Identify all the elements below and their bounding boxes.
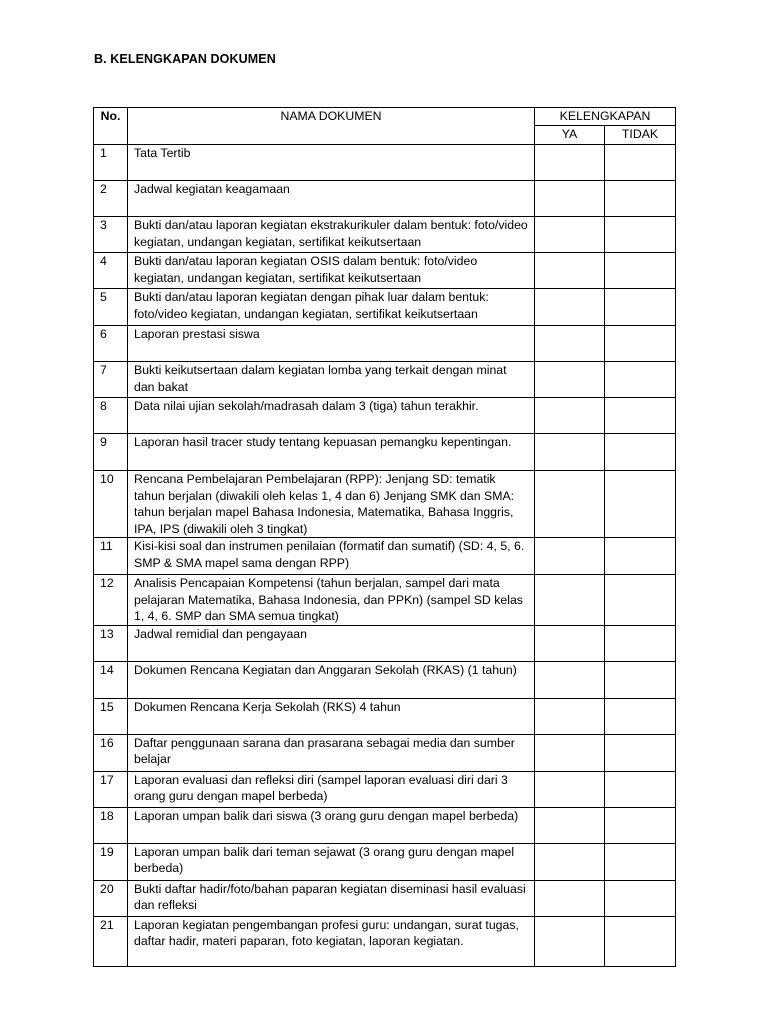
document-name: Laporan prestasi siswa — [128, 326, 535, 362]
tidak-checkbox-cell[interactable] — [605, 575, 676, 626]
table-row — [94, 661, 676, 698]
document-name: Bukti dan/atau laporan kegiatan ekstrakurikuler dalam bentuk: foto/video kegiatan, undangan kegiatan, sertifikat keikutsertaan — [128, 217, 535, 253]
ya-checkbox-cell[interactable] — [535, 326, 605, 362]
table-row — [94, 771, 676, 807]
tidak-checkbox-cell[interactable] — [605, 181, 676, 217]
table-row — [94, 538, 676, 575]
table-row — [94, 253, 676, 289]
tidak-checkbox-cell[interactable] — [605, 807, 676, 843]
row-number: 11 — [94, 538, 128, 575]
row-number: 12 — [94, 575, 128, 626]
tidak-checkbox-cell[interactable] — [605, 843, 676, 880]
tidak-checkbox-cell[interactable] — [605, 145, 676, 181]
tidak-checkbox-cell[interactable] — [605, 362, 676, 398]
ya-checkbox-cell[interactable] — [535, 434, 605, 471]
ya-checkbox-cell[interactable] — [535, 253, 605, 289]
tidak-checkbox-cell[interactable] — [605, 538, 676, 575]
document-name: Laporan umpan balik dari teman sejawat (3 orang guru dengan mapel berbeda) — [128, 843, 535, 880]
row-number: 4 — [94, 253, 128, 289]
ya-checkbox-cell[interactable] — [535, 289, 605, 326]
table-body — [94, 145, 676, 967]
tidak-checkbox-cell[interactable] — [605, 253, 676, 289]
header-ya: YA — [535, 126, 605, 145]
row-number: 18 — [94, 807, 128, 843]
ya-checkbox-cell[interactable] — [535, 362, 605, 398]
tidak-checkbox-cell[interactable] — [605, 217, 676, 253]
document-name: Bukti dan/atau laporan kegiatan OSIS dalam bentuk: foto/video kegiatan, undangan kegiatan, sertifikat keikutsertaan — [128, 253, 535, 289]
table-row — [94, 843, 676, 880]
tidak-checkbox-cell[interactable] — [605, 625, 676, 661]
ya-checkbox-cell[interactable] — [535, 880, 605, 916]
document-name: Kisi-kisi soal dan instrumen penilaian (formatif dan sumatif) (SD: 4, 5, 6. SMP & SMA mapel sama dengan RPP) — [128, 538, 535, 575]
document-name: Bukti dan/atau laporan kegiatan dengan pihak luar dalam bentuk: foto/video kegiatan, undangan kegiatan, sertifikat keikutsertaan — [128, 289, 535, 326]
table-row — [94, 326, 676, 362]
ya-checkbox-cell[interactable] — [535, 575, 605, 626]
tidak-checkbox-cell[interactable] — [605, 880, 676, 916]
document-name: Bukti keikutsertaan dalam kegiatan lomba yang terkait dengan minat dan bakat — [128, 362, 535, 398]
tidak-checkbox-cell[interactable] — [605, 734, 676, 771]
table-row — [94, 625, 676, 661]
section-title: B. KELENGKAPAN DOKUMEN — [94, 52, 276, 66]
ya-checkbox-cell[interactable] — [535, 916, 605, 966]
ya-checkbox-cell[interactable] — [535, 807, 605, 843]
document-checklist-table — [93, 107, 676, 967]
row-number: 19 — [94, 843, 128, 880]
row-number: 5 — [94, 289, 128, 326]
table-row — [94, 471, 676, 538]
header-no: No. — [94, 108, 128, 145]
row-number: 17 — [94, 771, 128, 807]
table-row — [94, 398, 676, 434]
table-row — [94, 807, 676, 843]
ya-checkbox-cell[interactable] — [535, 181, 605, 217]
row-number: 9 — [94, 434, 128, 471]
tidak-checkbox-cell[interactable] — [605, 661, 676, 698]
table-row — [94, 362, 676, 398]
row-number: 16 — [94, 734, 128, 771]
header-nama-dokumen: NAMA DOKUMEN — [128, 108, 535, 145]
row-number: 8 — [94, 398, 128, 434]
row-number: 7 — [94, 362, 128, 398]
tidak-checkbox-cell[interactable] — [605, 471, 676, 538]
table-row — [94, 916, 676, 966]
tidak-checkbox-cell[interactable] — [605, 289, 676, 326]
document-name: Jadwal kegiatan keagamaan — [128, 181, 535, 217]
row-number: 3 — [94, 217, 128, 253]
table-row — [94, 734, 676, 771]
tidak-checkbox-cell[interactable] — [605, 398, 676, 434]
ya-checkbox-cell[interactable] — [535, 217, 605, 253]
table-row — [94, 217, 676, 253]
ya-checkbox-cell[interactable] — [535, 471, 605, 538]
document-name: Laporan kegiatan pengembangan profesi guru: undangan, surat tugas, daftar hadir, materi paparan, foto kegiatan, laporan kegiatan. — [128, 916, 535, 966]
tidak-checkbox-cell[interactable] — [605, 434, 676, 471]
row-number: 20 — [94, 880, 128, 916]
row-number: 1 — [94, 145, 128, 181]
tidak-checkbox-cell[interactable] — [605, 326, 676, 362]
document-name: Laporan umpan balik dari siswa (3 orang guru dengan mapel berbeda) — [128, 807, 535, 843]
table-row — [94, 145, 676, 181]
document-name: Rencana Pembelajaran Pembelajaran (RPP): Jenjang SD: tematik tahun berjalan (diwakili oleh kelas 1, 4 dan 6) Jenjang SMK dan SMA: tahun berjalan mapel Bahasa Indonesia, Matematika, Bahasa Inggris, IPA, IPS (diwakili oleh 3 tingkat) — [128, 471, 535, 538]
row-number: 10 — [94, 471, 128, 538]
document-name: Daftar penggunaan sarana dan prasarana sebagai media dan sumber belajar — [128, 734, 535, 771]
table-row — [94, 181, 676, 217]
table-row — [94, 880, 676, 916]
ya-checkbox-cell[interactable] — [535, 843, 605, 880]
row-number: 15 — [94, 698, 128, 734]
document-name: Jadwal remidial dan pengayaan — [128, 625, 535, 661]
table-row — [94, 434, 676, 471]
header-tidak: TIDAK — [605, 126, 676, 145]
ya-checkbox-cell[interactable] — [535, 625, 605, 661]
ya-checkbox-cell[interactable] — [535, 145, 605, 181]
row-number: 2 — [94, 181, 128, 217]
header-kelengkapan: KELENGKAPAN — [535, 108, 676, 126]
ya-checkbox-cell[interactable] — [535, 538, 605, 575]
document-name: Dokumen Rencana Kegiatan dan Anggaran Sekolah (RKAS) (1 tahun) — [128, 661, 535, 698]
document-name: Analisis Pencapaian Kompetensi (tahun berjalan, sampel dari mata pelajaran Matematika, Bahasa Indonesia, dan PPKn) (sampel SD kelas 1, 4, 6. SMP dan SMA semua tingkat) — [128, 575, 535, 626]
ya-checkbox-cell[interactable] — [535, 771, 605, 807]
ya-checkbox-cell[interactable] — [535, 734, 605, 771]
document-name: Dokumen Rencana Kerja Sekolah (RKS) 4 tahun — [128, 698, 535, 734]
ya-checkbox-cell[interactable] — [535, 398, 605, 434]
table-row — [94, 289, 676, 326]
document-name: Laporan evaluasi dan refleksi diri (sampel laporan evaluasi diri dari 3 orang guru dengan mapel berbeda) — [128, 771, 535, 807]
ya-checkbox-cell[interactable] — [535, 698, 605, 734]
document-name: Laporan hasil tracer study tentang kepuasan pemangku kepentingan. — [128, 434, 535, 471]
document-name: Bukti daftar hadir/foto/bahan paparan kegiatan diseminasi hasil evaluasi dan refleksi — [128, 880, 535, 916]
tidak-checkbox-cell[interactable] — [605, 771, 676, 807]
table-row — [94, 698, 676, 734]
document-name: Data nilai ujian sekolah/madrasah dalam 3 (tiga) tahun terakhir. — [128, 398, 535, 434]
tidak-checkbox-cell[interactable] — [605, 698, 676, 734]
tidak-checkbox-cell[interactable] — [605, 916, 676, 966]
document-name: Tata Tertib — [128, 145, 535, 181]
row-number: 14 — [94, 661, 128, 698]
row-number: 21 — [94, 916, 128, 966]
ya-checkbox-cell[interactable] — [535, 661, 605, 698]
row-number: 6 — [94, 326, 128, 362]
row-number: 13 — [94, 625, 128, 661]
table-row — [94, 575, 676, 626]
